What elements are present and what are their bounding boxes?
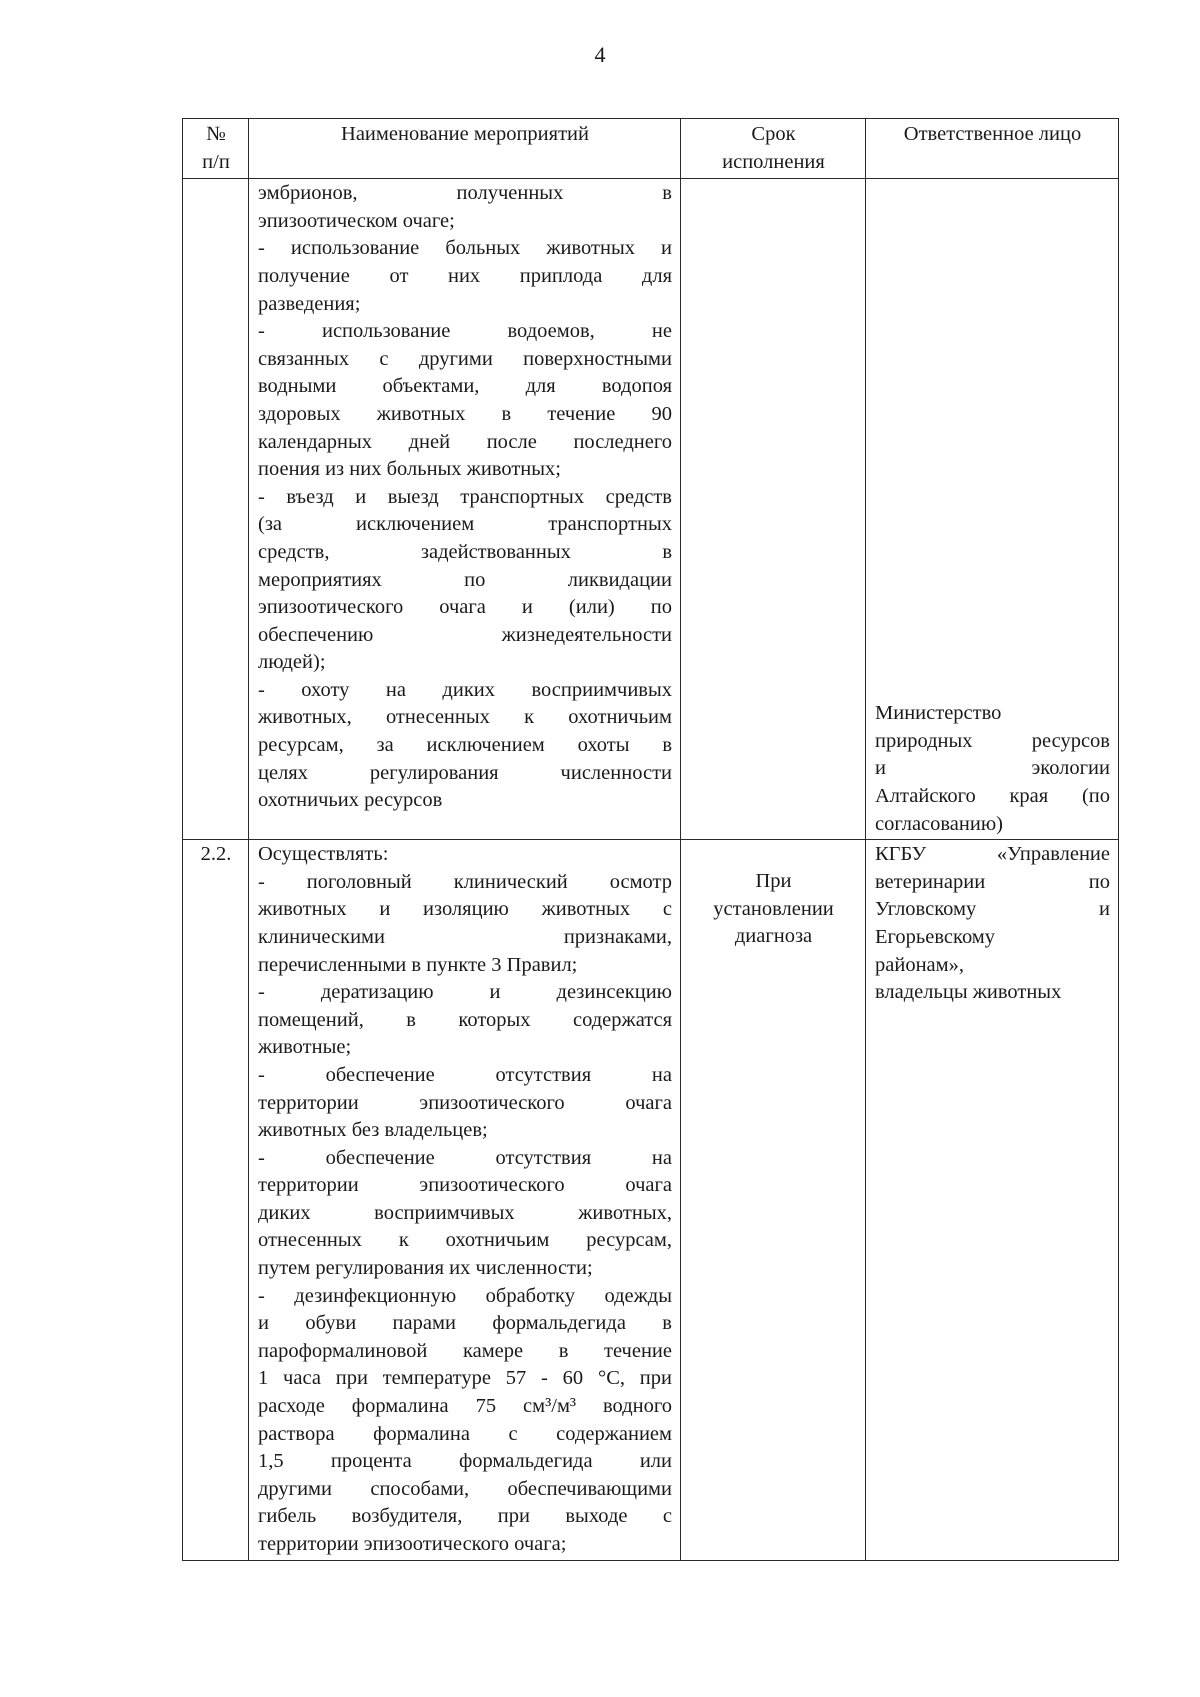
row-number (183, 179, 249, 840)
term-text (681, 840, 866, 1560)
measure-text-line: - поголовный клинический осмотр (258, 870, 672, 893)
measure-text-line: - обеспечение отсутствия на (258, 1146, 672, 1169)
responsible-text-line: районам», (875, 953, 964, 976)
responsible-text-line: согласованию) (875, 812, 1003, 835)
responsible-text (866, 840, 1119, 1560)
measures-table (182, 118, 1119, 1561)
header-term: Срок исполнения (681, 119, 866, 179)
row-number: 2.2. (183, 840, 249, 1560)
page-number: 4 (594, 42, 606, 67)
responsible-text-line: Алтайского края (по (875, 784, 1110, 807)
measure-text-line: - охоту на диких восприимчивых (258, 678, 672, 701)
measure-text-line: животных, отнесенных к охотничьим (258, 706, 672, 729)
measure-text (249, 179, 681, 840)
term-text-line: При (755, 870, 792, 893)
measure-text-line: клиническими признаками, (258, 925, 672, 948)
responsible-text-line: Егорьевскому (875, 925, 996, 948)
header-measure: Наименование мероприятий (249, 119, 681, 179)
measure-text-line: животных и изоляцию животных с (258, 898, 672, 921)
measure-text-line: мероприятиях по ликвидации (258, 568, 672, 591)
header-num: № п/п (183, 119, 249, 179)
measure-text-line: 1 часа при температуре 57 - 60 °C, при (258, 1367, 672, 1390)
measure-text-line: и обуви парами формальдегида в (258, 1312, 672, 1335)
responsible-text-line: природных ресурсов (875, 729, 1110, 752)
measure-text-line: обеспечению жизнедеятельности (258, 623, 672, 646)
measure-text-line: Осуществлять: (258, 843, 389, 866)
measure-text-line: получение от них приплода для (258, 264, 672, 287)
table-row (183, 840, 1119, 1560)
measure-text (249, 840, 681, 1560)
measure-text-line: календарных дней после последнего (258, 430, 672, 453)
measure-text-line: помещений, в которых содержатся (258, 1008, 672, 1031)
measure-text-line: средств, задействованных в (258, 540, 672, 563)
measure-text-line: эмбрионов, полученных в (258, 182, 672, 205)
term-text (681, 179, 866, 840)
measure-text-line: пароформалиновой камере в течение (258, 1339, 672, 1362)
responsible-text-line: ветеринарии по (875, 870, 1110, 893)
measure-text-line: - использование больных животных и (258, 237, 672, 260)
header-responsible: Ответственное лицо (866, 119, 1119, 179)
measure-text-line: - дератизацию и дезинсекцию (258, 981, 672, 1004)
measure-text-line: - обеспечение отсутствия на (258, 1063, 672, 1086)
measure-text-line: здоровых животных в течение 90 (258, 402, 672, 425)
measure-text-line: перечисленными в пункте 3 Правил; (258, 953, 578, 976)
measure-text-line: путем регулирования их численности; (258, 1257, 593, 1280)
table-header-row (183, 119, 1119, 179)
measure-text-line: - использование водоемов, не (258, 320, 672, 343)
term-text-line: диагноза (734, 925, 813, 948)
measure-text-line: эпизоотическом очаге; (258, 209, 455, 232)
measure-text-line: людей); (258, 651, 326, 674)
responsible-text (866, 179, 1119, 840)
measure-text-line: 1,5 процента формальдегида или (258, 1450, 672, 1473)
measure-text-line: связанных с другими поверхностными (258, 347, 672, 370)
measure-text-line: диких восприимчивых животных, (258, 1201, 672, 1224)
measure-text-line: поения из них больных животных; (258, 458, 561, 481)
measure-text-line: гибель возбудителя, при выходе с (258, 1505, 672, 1528)
measure-text-line: - въезд и выезд транспортных средств (258, 485, 672, 508)
table-row (183, 179, 1119, 840)
measure-text-line: отнесенных к охотничьим ресурсам, (258, 1229, 672, 1252)
responsible-text-line: владельцы животных (875, 981, 1062, 1004)
responsible-text-line: и экологии (875, 757, 1110, 780)
measure-text-line: расходе формалина 75 см³/м³ водного (258, 1395, 672, 1418)
measure-text-line: ресурсам, за исключением охоты в (258, 734, 672, 757)
term-text-line: установлении (713, 897, 834, 920)
measure-text-line: эпизоотического очага и (или) по (258, 596, 672, 619)
measure-text-line: целях регулирования численности (258, 761, 672, 784)
responsible-text-line: Угловскому и (875, 898, 1110, 921)
measure-text-line: разведения; (258, 292, 361, 315)
measure-text-line: (за исключением транспортных (258, 513, 672, 536)
responsible-text-line: КГБУ «Управление (875, 843, 1110, 866)
measure-text-line: животные; (258, 1036, 352, 1059)
measure-text-line: животных без владельцев; (258, 1119, 488, 1142)
responsible-text-line: Министерство (875, 702, 1002, 725)
measure-text-line: территории эпизоотического очага (258, 1091, 672, 1114)
measure-text-line: водными объектами, для водопоя (258, 375, 672, 398)
measure-text-line: - дезинфекционную обработку одежды (258, 1284, 672, 1307)
measure-text-line: охотничьих ресурсов (258, 789, 443, 812)
measure-text-line: раствора формалина с содержанием (258, 1422, 672, 1445)
measure-text-line: территории эпизоотического очага; (258, 1533, 567, 1555)
measure-text-line: территории эпизоотического очага (258, 1174, 672, 1197)
measure-text-line: другими способами, обеспечивающими (258, 1477, 672, 1500)
